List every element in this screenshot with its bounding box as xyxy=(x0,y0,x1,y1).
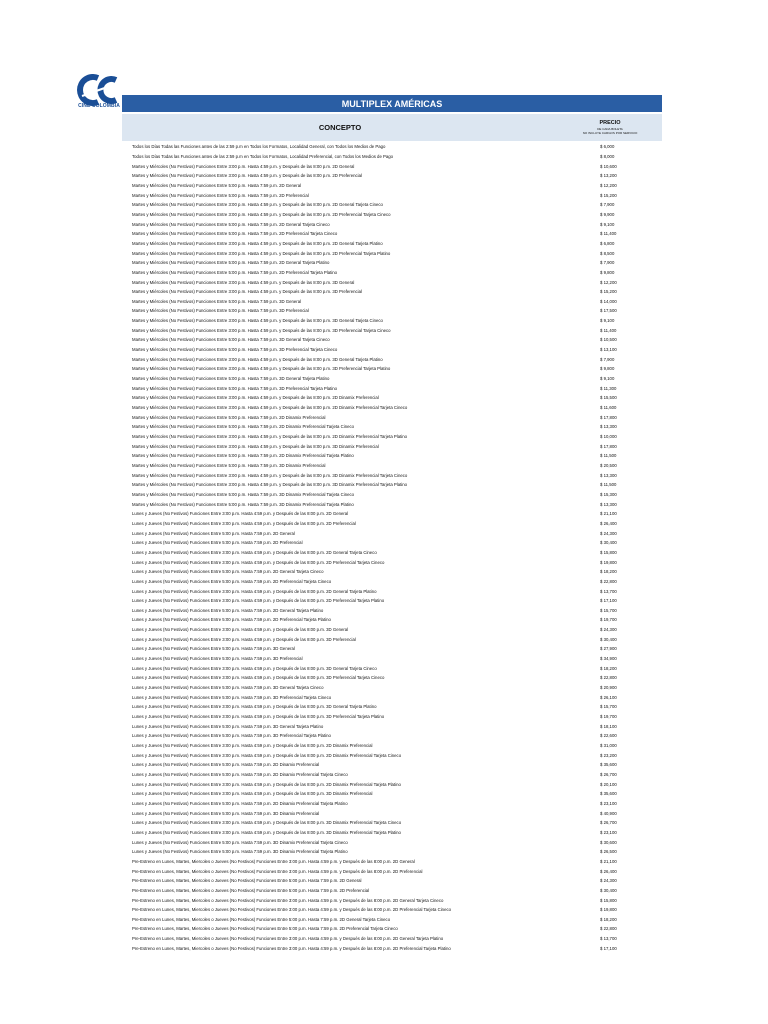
table-row xyxy=(132,316,652,326)
row-price: $ 17,800 xyxy=(600,443,617,449)
row-price: $ 40,900 xyxy=(600,810,617,816)
table-row xyxy=(132,325,652,335)
row-price: $ 20,100 xyxy=(600,781,617,787)
row-price: $ 22,800 xyxy=(600,578,617,584)
table-row xyxy=(132,915,652,925)
row-price: $ 20,900 xyxy=(600,685,617,691)
row-price: $ 19,800 xyxy=(600,559,617,565)
table-row xyxy=(132,258,652,268)
row-concept: Pre-Estreno en Lunes, Martes, Miercoles o Jueves (No Festivos) Funciones Entre 3:00 p.m. Hasta 4:59 p.m. y Después de las 8:00 p.m. 2D General Tarjeta Cineco xyxy=(132,897,444,903)
row-concept: Lunes y Jueves (No Festivos) Funciones Entre 3:00 p.m. Hasta 4:59 p.m. y Después de las 8:00 p.m. 3D Preferencial Tarjeta Cineco xyxy=(132,675,385,681)
row-price: $ 12,200 xyxy=(600,279,617,285)
row-price: $ 22,600 xyxy=(600,733,617,739)
row-price: $ 17,100 xyxy=(600,945,617,951)
row-price: $ 23,100 xyxy=(600,829,617,835)
row-concept: Lunes y Jueves (No Festivos) Funciones Entre 5:00 p.m. Hasta 7:59 p.m. 3D Preferencial Tarjeta Cineco xyxy=(132,694,332,700)
row-price: $ 17,800 xyxy=(600,414,617,420)
row-price: $ 26,700 xyxy=(600,771,617,777)
row-price: $ 11,500 xyxy=(600,482,617,488)
row-concept: Martes y Miércoles (No Festivos) Funciones Entre 5:00 p.m. Hasta 7:59 p.m. 2D Preferencial Tarjeta Platino xyxy=(132,269,338,275)
table-row xyxy=(132,808,652,818)
row-concept: Lunes y Jueves (No Festivos) Funciones Entre 3:00 p.m. Hasta 4:59 p.m. y Después de las 8:00 p.m. 3D Dinamix Preferencial Tarjeta Platino xyxy=(132,829,401,835)
row-concept: Lunes y Jueves (No Festivos) Funciones Entre 5:00 p.m. Hasta 7:59 p.m. 2D Preferencial xyxy=(132,540,303,546)
table-row xyxy=(132,721,652,731)
row-concept: Lunes y Jueves (No Festivos) Funciones Entre 3:00 p.m. Hasta 4:59 p.m. y Después de las 8:00 p.m. 2D Dinamix Preferencial xyxy=(132,743,373,749)
row-price: $ 9,800 xyxy=(600,269,615,275)
table-row xyxy=(132,152,652,162)
row-price: $ 13,300 xyxy=(600,501,617,507)
table-row xyxy=(132,190,652,200)
row-price: $ 17,100 xyxy=(600,598,617,604)
row-price: $ 14,000 xyxy=(600,298,617,304)
row-concept: Martes y Miércoles (No Festivos) Funciones Entre 3:00 p.m. Hasta 4:59 p.m. y Después de las 8:00 p.m. 3D Dinamix Preferencial Tarjeta Cineco xyxy=(132,472,408,478)
row-concept: Martes y Miércoles (No Festivos) Funciones Entre 3:00 p.m. Hasta 4:59 p.m. y Después de las 8:00 p.m. 3D Preferencial Tarjeta Platino xyxy=(132,366,391,372)
table-row xyxy=(132,210,652,220)
row-concept: Lunes y Jueves (No Festivos) Funciones Entre 3:00 p.m. Hasta 4:59 p.m. y Después de las 8:00 p.m. 3D General xyxy=(132,627,349,633)
table-row xyxy=(132,142,652,152)
row-concept: Lunes y Jueves (No Festivos) Funciones Entre 5:00 p.m. Hasta 7:59 p.m. 2D Preferencial Tarjeta Cineco xyxy=(132,578,332,584)
row-price: $ 9,800 xyxy=(600,366,615,372)
row-price: $ 13,100 xyxy=(600,347,617,353)
row-concept: Lunes y Jueves (No Festivos) Funciones Entre 3:00 p.m. Hasta 4:59 p.m. y Después de las 8:00 p.m. 3D General Tarjeta Platino xyxy=(132,704,377,710)
table-row xyxy=(132,779,652,789)
row-concept: Martes y Miércoles (No Festivos) Funciones Entre 5:00 p.m. Hasta 7:59 p.m. 3D Preferencial Tarjeta Platino xyxy=(132,385,338,391)
row-price: $ 6,800 xyxy=(600,240,615,246)
row-price: $ 7,900 xyxy=(600,260,615,266)
table-row xyxy=(132,924,652,934)
table-row xyxy=(132,364,652,374)
table-row xyxy=(132,287,652,297)
table-row xyxy=(132,760,652,770)
row-price: $ 7,900 xyxy=(600,356,615,362)
table-row xyxy=(132,712,652,722)
row-price: $ 19,700 xyxy=(600,617,617,623)
row-price: $ 13,700 xyxy=(600,936,617,942)
row-price: $ 21,100 xyxy=(600,858,617,864)
page-title: MULTIPLEX AMÉRICAS xyxy=(122,95,662,112)
row-concept: Martes y Miércoles (No Festivos) Funciones Entre 3:00 p.m. Hasta 4:59 p.m. y Después de las 8:00 p.m. 2D Preferencial xyxy=(132,173,362,179)
row-concept: Martes y Miércoles (No Festivos) Funciones Entre 3:00 p.m. Hasta 4:59 p.m. y Después de las 8:00 p.m. 3D General xyxy=(132,279,355,285)
row-concept: Todos los Días Todas las Funciones antes de las 2:59 p.m en Todos los Formatos, Localidad General, con Todos los Medios de Pago xyxy=(132,144,386,150)
row-price: $ 24,300 xyxy=(600,530,617,536)
row-concept: Lunes y Jueves (No Festivos) Funciones Entre 3:00 p.m. Hasta 4:59 p.m. y Después de las 8:00 p.m. 2D General Tarjeta Cineco xyxy=(132,549,377,555)
table-row xyxy=(132,499,652,509)
table-row xyxy=(132,277,652,287)
table-row xyxy=(132,538,652,548)
table-row xyxy=(132,654,652,664)
row-concept: Martes y Miércoles (No Festivos) Funciones Entre 5:00 p.m. Hasta 7:59 p.m. 2D Preferencial xyxy=(132,192,309,198)
row-concept: Lunes y Jueves (No Festivos) Funciones Entre 5:00 p.m. Hasta 7:59 p.m. 2D General Tarjeta Cineco xyxy=(132,569,324,575)
row-price: $ 11,600 xyxy=(600,405,617,411)
table-row xyxy=(132,741,652,751)
row-price: $ 24,300 xyxy=(600,878,617,884)
row-price: $ 10,000 xyxy=(600,434,617,440)
row-price: $ 15,200 xyxy=(600,192,617,198)
table-row xyxy=(132,692,652,702)
row-price: $ 11,400 xyxy=(600,231,617,237)
row-concept: Martes y Miércoles (No Festivos) Funciones Entre 3:00 p.m. Hasta 4:59 p.m. y Después de las 8:00 p.m. 3D Dinamix Preferencial xyxy=(132,443,379,449)
column-header-concept: CONCEPTO xyxy=(318,123,362,132)
table-row xyxy=(132,644,652,654)
row-price: $ 13,200 xyxy=(600,173,617,179)
row-concept: Pre-Estreno en Lunes, Martes, Miercoles o Jueves (No Festivos) Funciones Entre 3:00 p.m. Hasta 4:59 p.m. y Después de las 8:00 p.m. 2D Preferencial Tarjeta Cineco xyxy=(132,907,451,913)
table-row xyxy=(132,393,652,403)
table-row xyxy=(132,383,652,393)
row-concept: Lunes y Jueves (No Festivos) Funciones Entre 3:00 p.m. Hasta 4:59 p.m. y Después de las 8:00 p.m. 2D Preferencial Tarjeta Platino xyxy=(132,598,385,604)
row-concept: Pre-Estreno en Lunes, Martes, Miercoles o Jueves (No Festivos) Funciones Entre 5:00 p.m. Hasta 7:59 p.m. 2D Preferencial xyxy=(132,887,370,893)
table-header xyxy=(122,114,662,141)
row-concept: Martes y Miércoles (No Festivos) Funciones Entre 3:00 p.m. Hasta 4:59 p.m. y Después de las 8:00 p.m. 3D General Tarjeta Platino xyxy=(132,356,383,362)
table-row xyxy=(132,943,652,953)
row-concept: Martes y Miércoles (No Festivos) Funciones Entre 3:00 p.m. Hasta 4:59 p.m. y Después de las 8:00 p.m. 3D Preferencial Tarjeta Cineco xyxy=(132,327,391,333)
table-row xyxy=(132,837,652,847)
row-concept: Lunes y Jueves (No Festivos) Funciones Entre 5:00 p.m. Hasta 7:59 p.m. 3D General xyxy=(132,646,295,652)
table-row xyxy=(132,490,652,500)
row-price: $ 30,400 xyxy=(600,540,617,546)
row-price: $ 18,200 xyxy=(600,569,617,575)
table-row xyxy=(132,770,652,780)
row-concept: Martes y Miércoles (No Festivos) Funciones Entre 3:00 p.m. Hasta 4:59 p.m. y Después de las 8:00 p.m. 2D General xyxy=(132,163,355,169)
table-row xyxy=(132,557,652,567)
row-concept: Pre-Estreno en Lunes, Martes, Miercoles o Jueves (No Festivos) Funciones Entre 3:00 p.m. Hasta 4:59 p.m. y Después de las 8:00 p.m. 2D General Tarjeta Platino xyxy=(132,936,444,942)
table-row xyxy=(132,519,652,529)
table-row xyxy=(132,200,652,210)
row-price: $ 22,800 xyxy=(600,675,617,681)
row-concept: Martes y Miércoles (No Festivos) Funciones Entre 5:00 p.m. Hasta 7:59 p.m. 3D Dinamix Preferencial Tarjeta Platino xyxy=(132,501,354,507)
row-price: $ 30,400 xyxy=(600,887,617,893)
row-price: $ 23,100 xyxy=(600,800,617,806)
row-concept: Pre-Estreno en Lunes, Martes, Miercoles o Jueves (No Festivos) Funciones Entre 3:00 p.m. Hasta 4:59 p.m. y Después de las 8:00 p.m. 2D General xyxy=(132,858,415,864)
table-row xyxy=(132,268,652,278)
table-row xyxy=(132,171,652,181)
row-concept: Lunes y Jueves (No Festivos) Funciones Entre 3:00 p.m. Hasta 4:59 p.m. y Después de las 8:00 p.m. 3D Preferencial xyxy=(132,636,356,642)
logo-text: CINE COLOMBIA xyxy=(78,103,120,109)
row-price: $ 20,500 xyxy=(600,462,617,468)
table-row xyxy=(132,895,652,905)
table-row xyxy=(132,615,652,625)
row-concept: Martes y Miércoles (No Festivos) Funciones Entre 5:00 p.m. Hasta 7:59 p.m. 2D General Tarjeta Platino xyxy=(132,260,330,266)
row-concept: Lunes y Jueves (No Festivos) Funciones Entre 3:00 p.m. Hasta 4:59 p.m. y Después de las 8:00 p.m. 3D Dinamix Preferencial xyxy=(132,791,373,797)
row-concept: Lunes y Jueves (No Festivos) Funciones Entre 5:00 p.m. Hasta 7:59 p.m. 3D Dinamix Preferencial Tarjeta Platino xyxy=(132,849,348,855)
table-row xyxy=(132,847,652,857)
row-concept: Pre-Estreno en Lunes, Martes, Miercoles o Jueves (No Festivos) Funciones Entre 5:00 p.m. Hasta 7:59 p.m. 2D Preferencial Tarjeta Cineco xyxy=(132,926,398,932)
row-price: $ 26,400 xyxy=(600,520,617,526)
table-row xyxy=(132,528,652,538)
row-concept: Lunes y Jueves (No Festivos) Funciones Entre 3:00 p.m. Hasta 4:59 p.m. y Después de las 8:00 p.m. 2D Preferencial Tarjeta Cineco xyxy=(132,559,385,565)
row-concept: Pre-Estreno en Lunes, Martes, Miercoles o Jueves (No Festivos) Funciones Entre 5:00 p.m. Hasta 7:59 p.m. 2D General xyxy=(132,878,362,884)
row-price: $ 11,500 xyxy=(600,453,617,459)
row-price: $ 26,700 xyxy=(600,820,617,826)
table-row xyxy=(132,750,652,760)
row-concept: Martes y Miércoles (No Festivos) Funciones Entre 5:00 p.m. Hasta 7:59 p.m. 2D Dinamix Preferencial Tarjeta Cineco xyxy=(132,424,355,430)
table-row xyxy=(132,374,652,384)
row-price: $ 7,900 xyxy=(600,202,615,208)
table-row xyxy=(132,577,652,587)
table-row xyxy=(132,731,652,741)
row-price: $ 13,700 xyxy=(600,588,617,594)
row-concept: Pre-Estreno en Lunes, Martes, Miercoles o Jueves (No Festivos) Funciones Entre 3:00 p.m. Hasta 4:59 p.m. y Después de las 8:00 p.m. 2D Preferencial Tarjeta Platino xyxy=(132,945,451,951)
row-concept: Martes y Miércoles (No Festivos) Funciones Entre 5:00 p.m. Hasta 7:59 p.m. 3D Preferencial Tarjeta Cineco xyxy=(132,347,338,353)
row-price: $ 35,600 xyxy=(600,762,617,768)
row-price: $ 26,500 xyxy=(600,849,617,855)
table-row xyxy=(132,934,652,944)
row-price: $ 12,200 xyxy=(600,182,617,188)
row-price: $ 17,500 xyxy=(600,308,617,314)
table-row xyxy=(132,586,652,596)
column-header-price xyxy=(558,114,662,141)
row-concept: Martes y Miércoles (No Festivos) Funciones Entre 5:00 p.m. Hasta 7:59 p.m. 2D General Tarjeta Cineco xyxy=(132,221,330,227)
table-row xyxy=(132,229,652,239)
row-price: $ 9,100 xyxy=(600,376,615,382)
row-concept: Martes y Miércoles (No Festivos) Funciones Entre 3:00 p.m. Hasta 4:59 p.m. y Después de las 8:00 p.m. 3D Preferencial xyxy=(132,289,362,295)
row-concept: Lunes y Jueves (No Festivos) Funciones Entre 5:00 p.m. Hasta 7:59 p.m. 3D General Tarjeta Cineco xyxy=(132,685,324,691)
row-concept: Lunes y Jueves (No Festivos) Funciones Entre 3:00 p.m. Hasta 4:59 p.m. y Después de las 8:00 p.m. 2D General Tarjeta Platino xyxy=(132,588,377,594)
table-row xyxy=(132,857,652,867)
row-price: $ 31,000 xyxy=(600,743,617,749)
row-price: $ 15,800 xyxy=(600,549,617,555)
table-row xyxy=(132,606,652,616)
row-concept: Lunes y Jueves (No Festivos) Funciones Entre 5:00 p.m. Hasta 7:59 p.m. 3D General Tarjeta Platino xyxy=(132,723,324,729)
table-row xyxy=(132,412,652,422)
table-row xyxy=(132,548,652,558)
table-row xyxy=(132,876,652,886)
row-concept: Martes y Miércoles (No Festivos) Funciones Entre 5:00 p.m. Hasta 7:59 p.m. 2D Dinamix Preferencial xyxy=(132,414,326,420)
row-concept: Pre-Estreno en Lunes, Martes, Miercoles o Jueves (No Festivos) Funciones Entre 5:00 p.m. Hasta 7:59 p.m. 2D General Tarjeta Cineco xyxy=(132,916,391,922)
row-price: $ 9,100 xyxy=(600,221,615,227)
table-row xyxy=(132,239,652,249)
row-concept: Lunes y Jueves (No Festivos) Funciones Entre 5:00 p.m. Hasta 7:59 p.m. 2D Dinamix Preferencial Tarjeta Cineco xyxy=(132,771,348,777)
row-price: $ 9,100 xyxy=(600,318,615,324)
table-row xyxy=(132,422,652,432)
row-concept: Lunes y Jueves (No Festivos) Funciones Entre 5:00 p.m. Hasta 7:59 p.m. 2D General Tarjeta Platino xyxy=(132,607,324,613)
row-price: $ 27,900 xyxy=(600,646,617,652)
table-row xyxy=(132,248,652,258)
row-price: $ 18,100 xyxy=(600,723,617,729)
row-concept: Lunes y Jueves (No Festivos) Funciones Entre 3:00 p.m. Hasta 4:59 p.m. y Después de las 8:00 p.m. 2D Dinamix Preferencial Tarjeta Platino xyxy=(132,781,401,787)
row-price: $ 15,300 xyxy=(600,491,617,497)
row-price: $ 34,900 xyxy=(600,656,617,662)
table-row xyxy=(132,567,652,577)
row-price: $ 15,200 xyxy=(600,289,617,295)
row-concept: Martes y Miércoles (No Festivos) Funciones Entre 5:00 p.m. Hasta 7:59 p.m. 3D Preferencial xyxy=(132,308,309,314)
row-price: $ 10,500 xyxy=(600,337,617,343)
row-concept: Lunes y Jueves (No Festivos) Funciones Entre 5:00 p.m. Hasta 7:59 p.m. 2D Dinamix Preferencial xyxy=(132,762,320,768)
table-row xyxy=(132,403,652,413)
table-row xyxy=(132,886,652,896)
table-row xyxy=(132,866,652,876)
row-concept: Lunes y Jueves (No Festivos) Funciones Entre 5:00 p.m. Hasta 7:59 p.m. 2D Dinamix Preferencial Tarjeta Platino xyxy=(132,800,348,806)
row-concept: Lunes y Jueves (No Festivos) Funciones Entre 5:00 p.m. Hasta 7:59 p.m. 3D Preferencial xyxy=(132,656,303,662)
row-price: $ 21,100 xyxy=(600,511,617,517)
table-row xyxy=(132,509,652,519)
row-price: $ 24,300 xyxy=(600,627,617,633)
row-concept: Martes y Miércoles (No Festivos) Funciones Entre 5:00 p.m. Hasta 7:59 p.m. 3D General Tarjeta Cineco xyxy=(132,337,330,343)
row-concept: Martes y Miércoles (No Festivos) Funciones Entre 5:00 p.m. Hasta 7:59 p.m. 3D Dinamix Preferencial xyxy=(132,462,326,468)
row-concept: Lunes y Jueves (No Festivos) Funciones Entre 5:00 p.m. Hasta 7:59 p.m. 3D Dinamix Preferencial Tarjeta Cineco xyxy=(132,839,348,845)
table-row xyxy=(132,905,652,915)
row-price: $ 13,300 xyxy=(600,424,617,430)
row-concept: Martes y Miércoles (No Festivos) Funciones Entre 3:00 p.m. Hasta 4:59 p.m. y Después de las 8:00 p.m. 2D Dinamix Preferencial xyxy=(132,395,379,401)
row-concept: Lunes y Jueves (No Festivos) Funciones Entre 5:00 p.m. Hasta 7:59 p.m. 2D Preferencial Tarjeta Platino xyxy=(132,617,331,623)
row-price: $ 19,800 xyxy=(600,907,617,913)
table-row xyxy=(132,663,652,673)
row-price: $ 23,200 xyxy=(600,752,617,758)
row-concept: Martes y Miércoles (No Festivos) Funciones Entre 5:00 p.m. Hasta 7:59 p.m. 2D General xyxy=(132,182,302,188)
price-header-sub1: DE CADA BOLETA xyxy=(597,127,623,131)
row-concept: Martes y Miércoles (No Festivos) Funciones Entre 5:00 p.m. Hasta 7:59 p.m. 2D Dinamix Preferencial Tarjeta Platino xyxy=(132,453,354,459)
table-row xyxy=(132,161,652,171)
row-concept: Lunes y Jueves (No Festivos) Funciones Entre 3:00 p.m. Hasta 4:59 p.m. y Después de las 8:00 p.m. 3D Dinamix Preferencial Tarjeta Cineco xyxy=(132,820,402,826)
row-price: $ 35,600 xyxy=(600,791,617,797)
row-price: $ 19,700 xyxy=(600,714,617,720)
table-row xyxy=(132,432,652,442)
row-price: $ 15,700 xyxy=(600,607,617,613)
row-price: $ 15,700 xyxy=(600,704,617,710)
row-concept: Lunes y Jueves (No Festivos) Funciones Entre 3:00 p.m. Hasta 4:59 p.m. y Después de las 8:00 p.m. 2D Dinamix Preferencial Tarjeta Cineco xyxy=(132,752,402,758)
row-concept: Martes y Miércoles (No Festivos) Funciones Entre 3:00 p.m. Hasta 4:59 p.m. y Después de las 8:00 p.m. 2D Dinamix Preferencial Tarjeta Platino xyxy=(132,434,408,440)
row-price: $ 6,000 xyxy=(600,144,615,150)
row-concept: Lunes y Jueves (No Festivos) Funciones Entre 5:00 p.m. Hasta 7:59 p.m. 3D Preferencial Tarjeta Platino xyxy=(132,733,331,739)
row-price: $ 13,300 xyxy=(600,472,617,478)
row-concept: Lunes y Jueves (No Festivos) Funciones Entre 3:00 p.m. Hasta 4:59 p.m. y Después de las 8:00 p.m. 3D General Tarjeta Cineco xyxy=(132,665,377,671)
row-concept: Martes y Miércoles (No Festivos) Funciones Entre 3:00 p.m. Hasta 4:59 p.m. y Después de las 8:00 p.m. 2D Preferencial Tarjeta Cineco xyxy=(132,211,391,217)
table-row xyxy=(132,683,652,693)
row-price: $ 30,400 xyxy=(600,636,617,642)
row-concept: Lunes y Jueves (No Festivos) Funciones Entre 5:00 p.m. Hasta 7:59 p.m. 2D General xyxy=(132,530,295,536)
row-concept: Martes y Miércoles (No Festivos) Funciones Entre 3:00 p.m. Hasta 4:59 p.m. y Después de las 8:00 p.m. 2D General Tarjeta Cineco xyxy=(132,202,383,208)
row-concept: Martes y Miércoles (No Festivos) Funciones Entre 3:00 p.m. Hasta 4:59 p.m. y Después de las 8:00 p.m. 3D General Tarjeta Cineco xyxy=(132,318,383,324)
row-concept: Todos los Días Todas las Funciones antes de las 2:59 p.m en Todos los Formatos, Localidad Preferencial, con Todos los Medios de Pago xyxy=(132,153,394,159)
row-price: $ 11,300 xyxy=(600,385,617,391)
table-row xyxy=(132,789,652,799)
table-row xyxy=(132,354,652,364)
table-row xyxy=(132,673,652,683)
table-row xyxy=(132,181,652,191)
table-row xyxy=(132,297,652,307)
table-row xyxy=(132,451,652,461)
table-row xyxy=(132,828,652,838)
table-row xyxy=(132,799,652,809)
row-price: $ 9,900 xyxy=(600,211,615,217)
row-price: $ 22,800 xyxy=(600,926,617,932)
row-concept: Lunes y Jueves (No Festivos) Funciones Entre 5:00 p.m. Hasta 7:59 p.m. 3D Dinamix Preferencial xyxy=(132,810,320,816)
row-concept: Lunes y Jueves (No Festivos) Funciones Entre 3:00 p.m. Hasta 4:59 p.m. y Después de las 8:00 p.m. 2D Preferencial xyxy=(132,520,356,526)
row-concept: Martes y Miércoles (No Festivos) Funciones Entre 3:00 p.m. Hasta 4:59 p.m. y Después de las 8:00 p.m. 2D Preferencial Tarjeta Platino xyxy=(132,250,391,256)
row-price: $ 26,100 xyxy=(600,694,617,700)
table-row xyxy=(132,219,652,229)
table-row xyxy=(132,461,652,471)
row-concept: Martes y Miércoles (No Festivos) Funciones Entre 5:00 p.m. Hasta 7:59 p.m. 3D General xyxy=(132,298,302,304)
table-row xyxy=(132,702,652,712)
table-row xyxy=(132,818,652,828)
row-concept: Lunes y Jueves (No Festivos) Funciones Entre 3:00 p.m. Hasta 4:59 p.m. y Después de las 8:00 p.m. 2D General xyxy=(132,511,349,517)
row-price: $ 15,800 xyxy=(600,897,617,903)
table-row xyxy=(132,470,652,480)
row-concept: Lunes y Jueves (No Festivos) Funciones Entre 3:00 p.m. Hasta 4:59 p.m. y Después de las 8:00 p.m. 3D Preferencial Tarjeta Platino xyxy=(132,714,385,720)
row-concept: Martes y Miércoles (No Festivos) Funciones Entre 5:00 p.m. Hasta 7:59 p.m. 3D General Tarjeta Platino xyxy=(132,376,330,382)
row-price: $ 8,500 xyxy=(600,250,615,256)
table-row xyxy=(132,345,652,355)
row-concept: Martes y Miércoles (No Festivos) Funciones Entre 3:00 p.m. Hasta 4:59 p.m. y Después de las 8:00 p.m. 2D General Tarjeta Platino xyxy=(132,240,383,246)
table-row xyxy=(132,625,652,635)
row-concept: Martes y Miércoles (No Festivos) Funciones Entre 3:00 p.m. Hasta 4:59 p.m. y Después de las 8:00 p.m. 2D Dinamix Preferencial Tarjeta Cineco xyxy=(132,405,408,411)
table-row xyxy=(132,441,652,451)
row-price: $ 26,400 xyxy=(600,868,617,874)
row-concept: Martes y Miércoles (No Festivos) Funciones Entre 5:00 p.m. Hasta 7:59 p.m. 2D Preferencial Tarjeta Cineco xyxy=(132,231,338,237)
row-concept: Martes y Miércoles (No Festivos) Funciones Entre 3:00 p.m. Hasta 4:59 p.m. y Después de las 8:00 p.m. 3D Dinamix Preferencial Tarjeta Platino xyxy=(132,482,408,488)
price-table xyxy=(132,142,652,953)
table-row xyxy=(132,306,652,316)
table-row xyxy=(132,335,652,345)
row-price: $ 30,600 xyxy=(600,839,617,845)
row-price: $ 10,600 xyxy=(600,163,617,169)
row-price: $ 11,400 xyxy=(600,327,617,333)
row-price: $ 8,000 xyxy=(600,153,615,159)
row-price: $ 18,200 xyxy=(600,665,617,671)
table-row xyxy=(132,596,652,606)
price-header-label: PRECIO xyxy=(599,120,621,126)
row-price: $ 18,200 xyxy=(600,916,617,922)
row-concept: Martes y Miércoles (No Festivos) Funciones Entre 5:00 p.m. Hasta 7:59 p.m. 3D Dinamix Preferencial Tarjeta Cineco xyxy=(132,491,355,497)
table-row xyxy=(132,480,652,490)
row-price: $ 15,500 xyxy=(600,395,617,401)
price-header-sub2: NO INCLUYE CARGOS POR SERVICIO xyxy=(582,131,638,135)
row-concept: Pre-Estreno en Lunes, Martes, Miercoles o Jueves (No Festivos) Funciones Entre 3:00 p.m. Hasta 4:59 p.m. y Después de las 8:00 p.m. 2D Preferencial xyxy=(132,868,423,874)
table-row xyxy=(132,634,652,644)
